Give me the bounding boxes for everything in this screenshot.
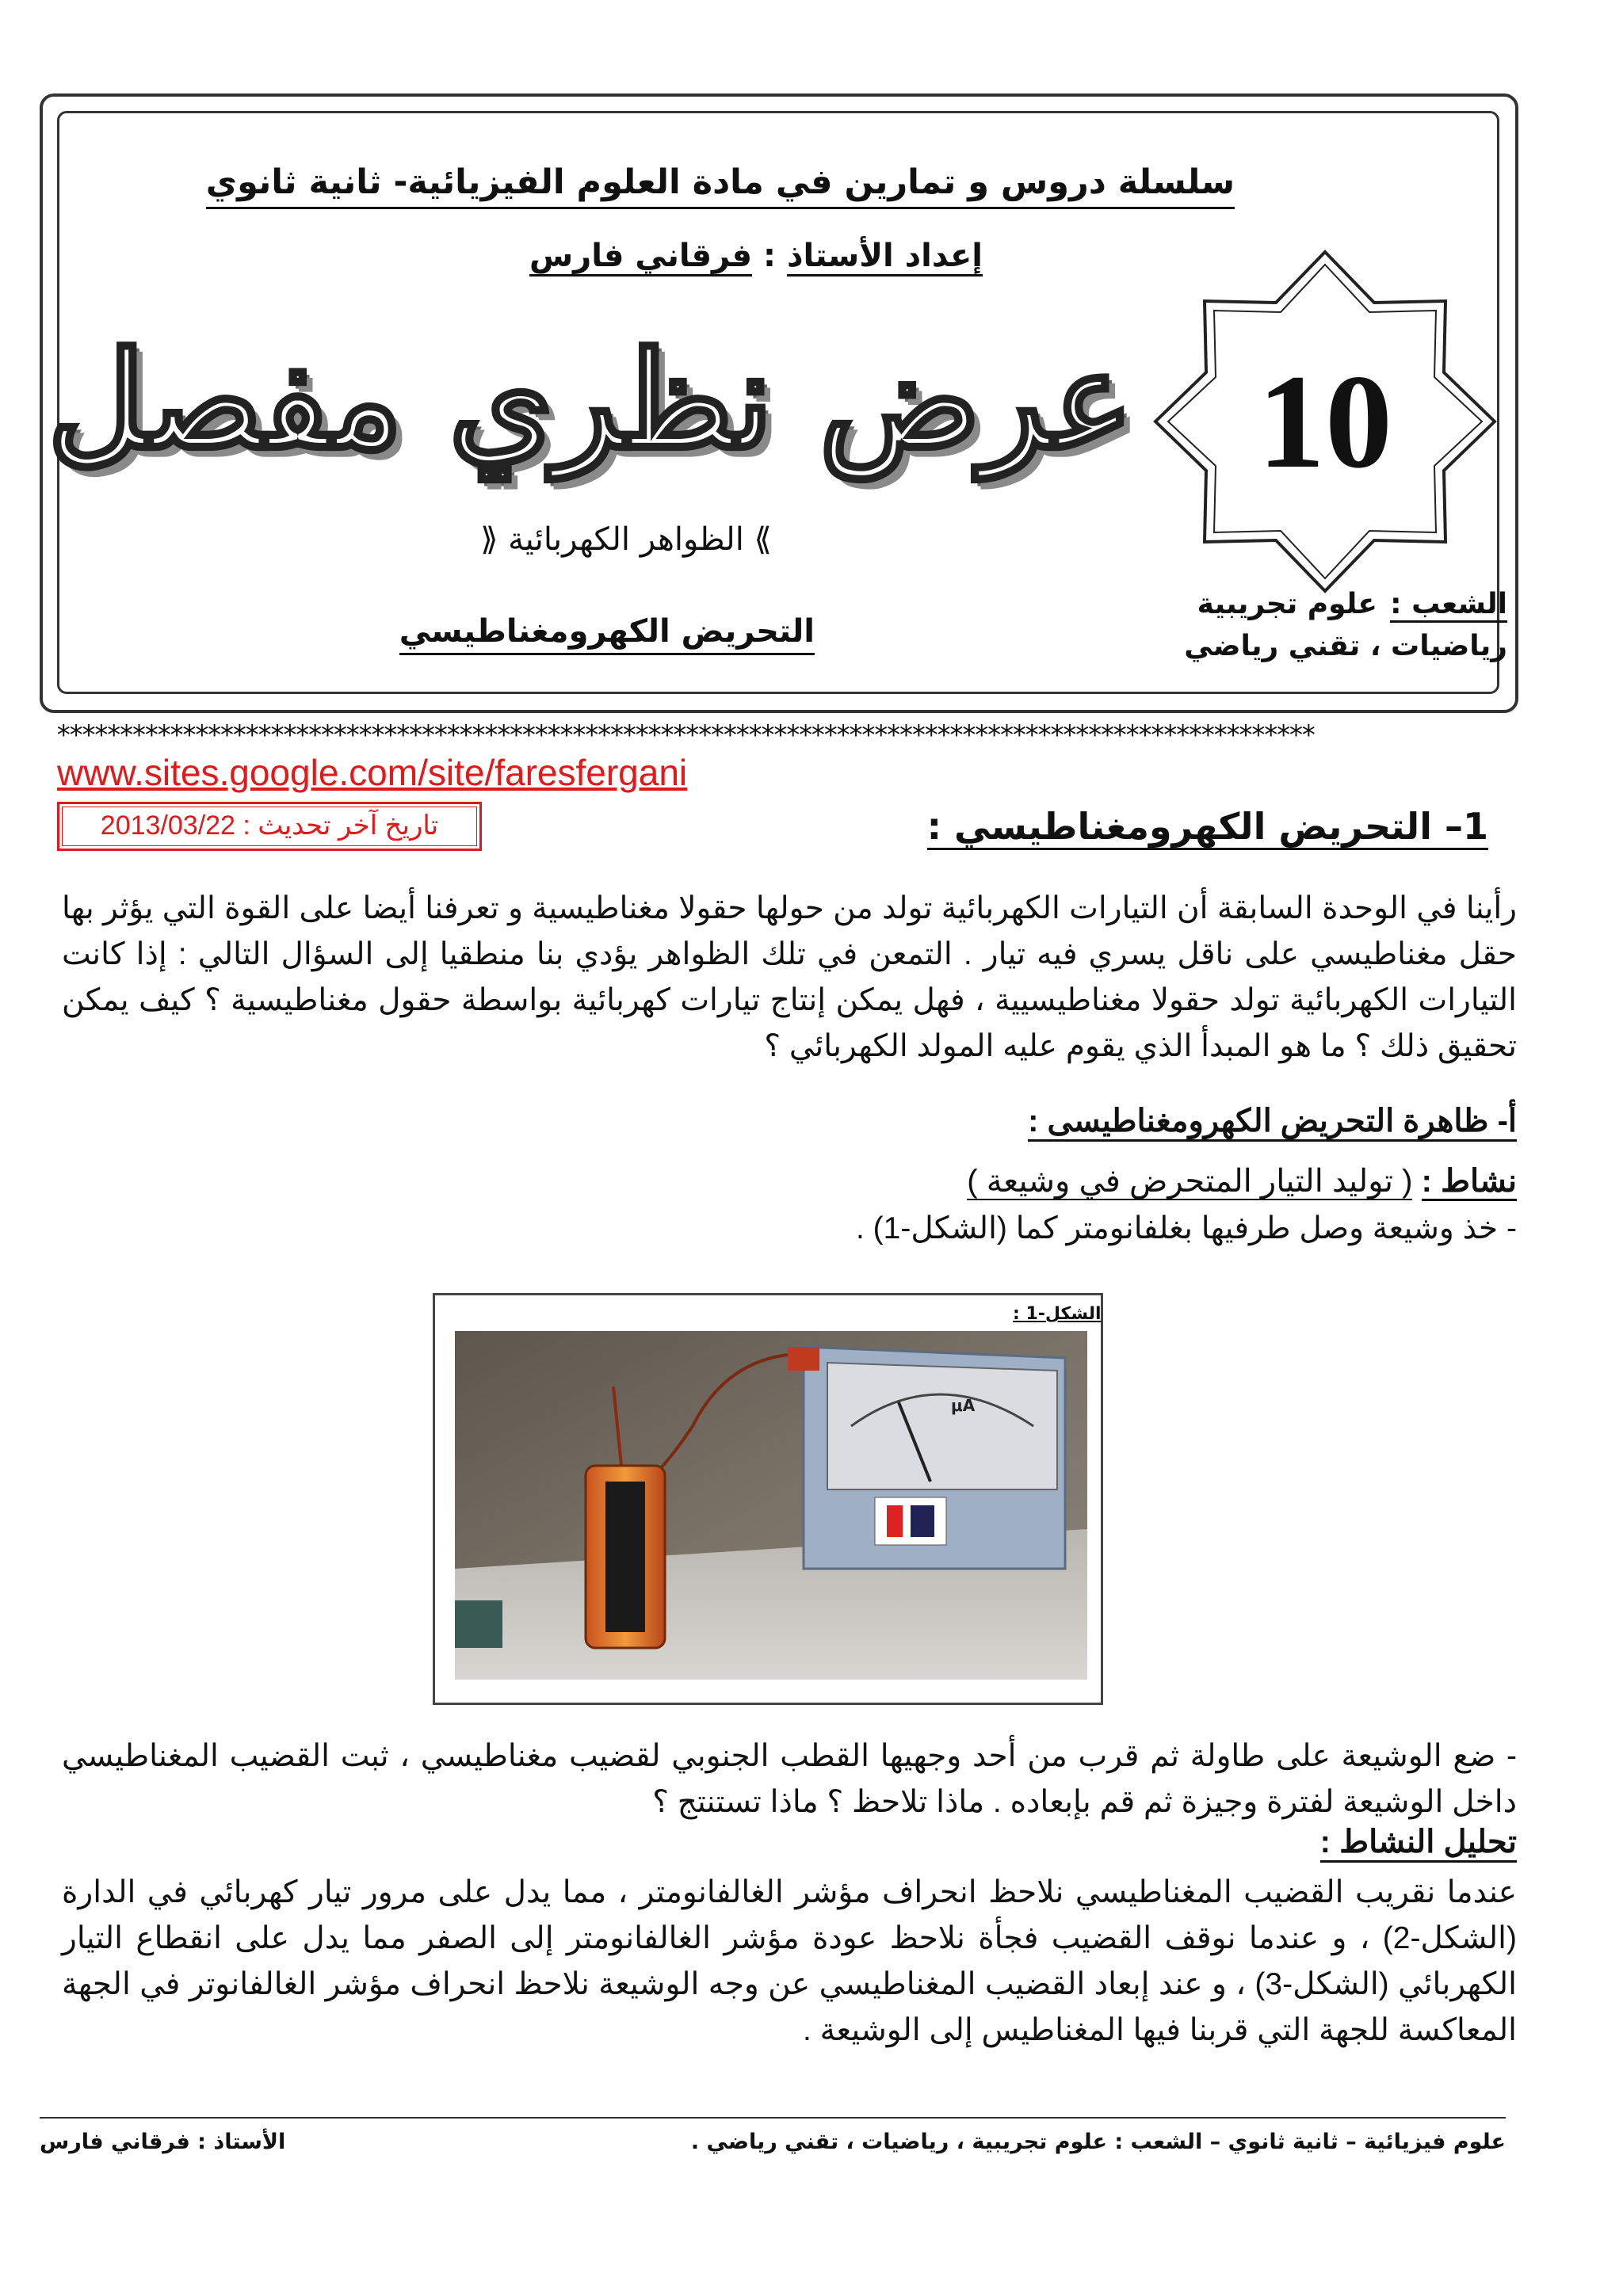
analysis-heading: تحليل النشاط : xyxy=(1320,1824,1517,1863)
unit-line xyxy=(444,521,808,558)
activity-line xyxy=(967,1163,1517,1199)
unit-left-ornament: ⟪ xyxy=(480,521,498,558)
streams-label-text: الشعب : xyxy=(1390,588,1507,623)
update-date: تاريخ آخر تحديث : 2013/03/22 xyxy=(62,807,477,846)
author-separator: : xyxy=(752,238,787,274)
step-1: - خذ وشيعة وصل طرفيها بغلفانومتر كما (الشكل-1) . xyxy=(855,1211,1517,1245)
galvanometer-unit-label: μA xyxy=(951,1396,976,1415)
footer-rule xyxy=(40,2117,1506,2119)
site-link[interactable]: www.sites.google.com/site/faresfergani xyxy=(57,752,688,793)
streams-label xyxy=(1390,588,1507,620)
series-title: سلسلة دروس و تمارين في مادة العلوم الفيزيائية- ثانية ثانوي xyxy=(206,162,1235,209)
footer-course-info: علوم فيزيائية – ثانية ثانوي – الشعب : علوم تجريبية ، رياضيات ، تقني رياضي . xyxy=(690,2130,1506,2154)
unit-right-ornament: ⟫ xyxy=(754,521,772,558)
activity-text: ( توليد التيار المتحرض في وشيعة ) xyxy=(967,1164,1413,1199)
activity-label: نشاط : xyxy=(1422,1164,1517,1201)
separator-stars: **************************************************************************************************** xyxy=(55,719,1313,751)
galvanometer-photo xyxy=(455,1331,1087,1680)
figure-label: الشكل-1 : xyxy=(1013,1304,1102,1324)
intro-paragraph: رأينا في الوحدة السابقة أن التيارات الكهربائية تولد من حولها حقولا مغناطيسية و تعرفنا أيضا على القوة التي يؤثر بها حقل مغناطيسي على ناقل يسري فيه تيار . التمعن في تلك الظواهر يؤدي بنا منطقيا إلى السؤال التالي : إذا كانت التيارات الكهربائية تولد حقولا مغناطيسيية ، فهل يمكن إنتاج تيارات كهربائية بواسطة حقول مغناطيسية ؟ كيف يمكن تحقيق ذلك ؟ ما هو المبدأ الذي يقوم عليه المولد الكهربائي ؟ xyxy=(62,891,1517,1063)
section-heading: 1– التحريض الكهرومغناطيسي : xyxy=(927,805,1488,850)
step-2: - ضع الوشيعة على طاولة ثم قرب من أحد وجهيها القطب الجنوبي لقضيب مغناطيسي ، ثبت القضيب المغناطيسي داخل الوشيعة لفترة وجيزة ثم قم بإبعاده . ماذا تلاحظ ؟ ماذا تستنتج ؟ xyxy=(62,1739,1517,1819)
big-title: عرض نظري مفصل xyxy=(48,322,1133,479)
sub-heading: أ- ظاهرة التحريض الكهرومغناطيسى : xyxy=(1028,1103,1517,1142)
author-name: فرقاني فارس xyxy=(529,238,752,277)
lesson-title: التحريض الكهرومغناطيسي xyxy=(399,613,815,655)
analysis-paragraph: عندما نقريب القضيب المغناطيسي نلاحظ انحراف مؤشر الغالفانومتر ، مما يدل على مرور تيار كهربائي في الدارة (الشكل-2) ، و عندما نوقف القضيب فجأة نلاحظ عودة مؤشر الغالفانومتر إلى الصفر مما يدل على انقطاع التيار الكهربائي (الشكل-3) ، و عند إبعاد القضيب المغناطيسي عن وجه الوشيعة نلاحظ انحراف مؤشر الغالفانوتر في الجهة المعاكسة للجهة التي قربنا فيها المغناطيس إلى الوشيعة . xyxy=(62,1875,1517,2047)
streams-line-1: علوم تجريبية xyxy=(1197,588,1377,620)
footer-author: الأستاذ : فرقاني فارس xyxy=(40,2130,286,2154)
lesson-number: 10 xyxy=(1258,347,1392,496)
author-label: إعداد الأستاذ xyxy=(787,238,983,277)
author-line xyxy=(529,238,983,274)
streams-line-2: رياضيات ، تقني رياضي xyxy=(1184,630,1507,662)
unit-name: الظواهر الكهربائية xyxy=(508,521,744,558)
